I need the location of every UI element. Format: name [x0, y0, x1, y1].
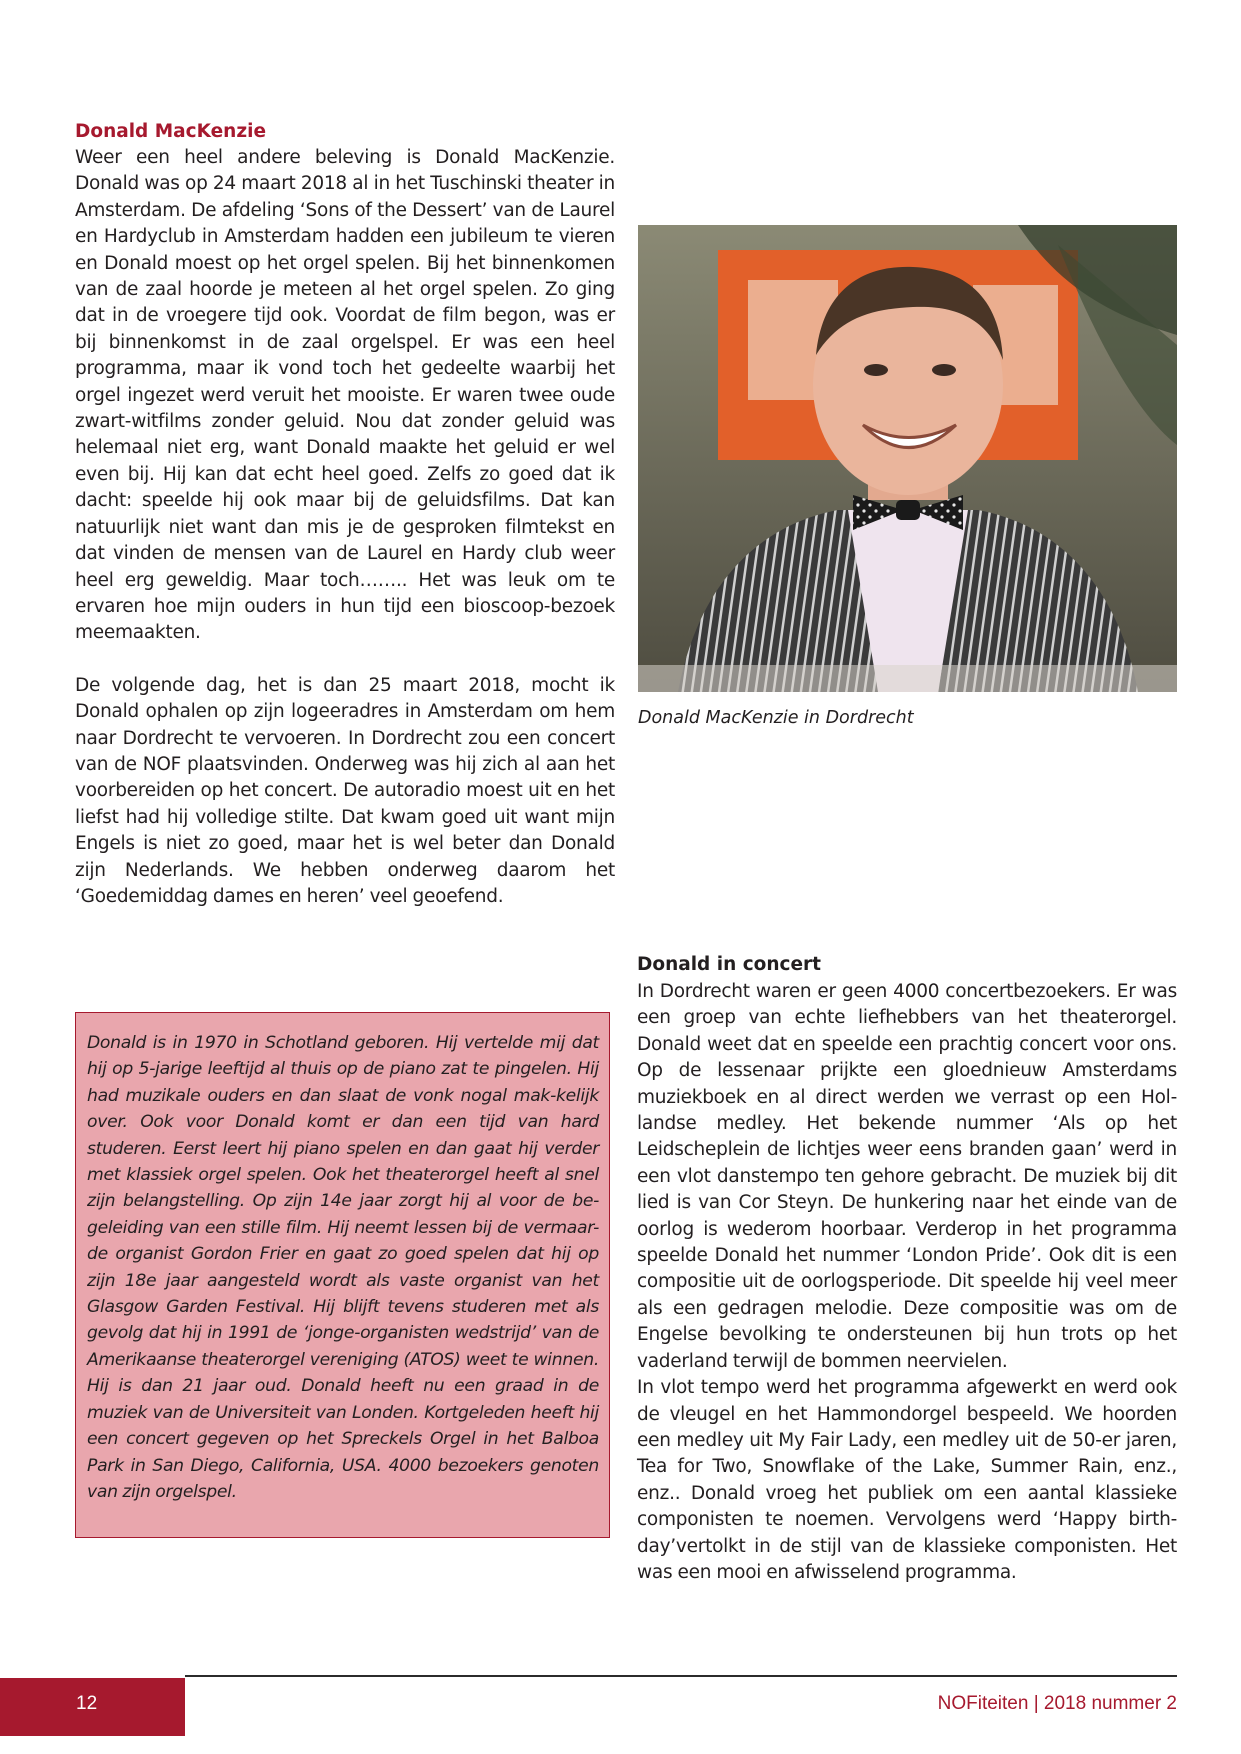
biography-text: Donald is in 1970 in Schotland geboren. Hij vertelde mij dat hij op 5-jarige leeftijd al thuis op de piano zat te pingelen. Hij had muzikale ouders en dan slaat de vonk nogal mak-kelijk over. Ook voor Donald komt er dan een tijd van hard studeren. Eerst leert hij piano spelen en dan gaat hij verder met klassiek orgel spelen. Ook het theaterorgel heeft al snel zijn belangstelling. Op zijn 14e jaar zorgt hij al voor de be-geleiding van een stille film. Hij neemt lessen bij de vermaar-de organist Gordon Frier en gaat zo goed spelen dat hij op zijn 18e jaar aangesteld wordt als vaste organist van het Glasgow Garden Festival. Hij blijft tevens studeren met als gevolg dat hij in 1991 de ‘jonge-organisten wedstrijd’ van de Amerikaanse theaterorgel vereniging (ATOS) weet te winnen. Hij is dan 21 jaar oud. Donald heeft nu een graad in de muziek van de Universiteit van Londen. Kortgeleden heeft hij een concert gegeven op het Spreckels Orgel in het Balboa Park in San Diego, California, USA. 4000 bezoekers genoten van zijn orgelspel.	[87, 1033, 599, 1502]
article-intro	[75, 118, 615, 910]
article-paragraph: Weer een heel andere beleving is Donald MacKenzie. Donald was op 24 maart 2018 al in het Tuschinski theater in Amsterdam. De afdeling ‘Sons of the Dessert’ van de Laurel en Hardyclub in Amsterdam hadden een jubileum te vieren en Donald moest op het orgel spelen. Bij het binnenkomen van de zaal hoorde je meteen al het orgel spelen. Zo ging dat in de vroegere tijd ook. Voordat de film begon, was er bij binnenkomst in de zaal orgelspel. Er was een heel programma, maar ik vond toch het gedeelte waarbij het orgel ingezet werd veruit het mooiste. Er waren twee oude zwart-witfilms zonder geluid. Nou dat zonder geluid was helemaal niet erg, want Donald maakte het geluid er wel even bij. Hij kan dat echt heel goed. Zelfs zo goed dat ik dacht: speelde hij ook maar bij de geluidsfilms. Dat kan natuurlijk niet want dan mis je de gesproken filmtekst en dat vinden de mensen van de Laurel en Hardy club weer heel erg geweldig. Maar toch…….. Het was leuk om te ervaren hoe mijn ouders in hun tijd een bioscoop-bezoek meemaakten.	[75, 147, 615, 644]
article-paragraph: De volgende dag, het is dan 25 maart 2018, mocht ik Donald ophalen op zijn logeeradres in Amsterdam om hem naar Dordrecht te vervoeren. In Dordrecht zou een concert van de NOF plaatsvinden. Onderweg was hij zich al aan het voorbereiden op het concert. De autoradio moest uit en het liefst had hij volledige stilte. Dat kwam goed uit want mijn Engels is niet zo goed, maar het is wel beter dan Donald zijn Nederlands. We hebben onderweg daarom het ‘Goedemiddag dames en heren’ veel geoefend.	[75, 674, 615, 907]
biography-box	[75, 1012, 610, 1538]
portrait-photo	[638, 225, 1177, 692]
publication-title: NOFiteiten | 2018 nummer 2	[937, 1693, 1177, 1714]
concert-article	[637, 979, 1177, 1586]
page-number: 12	[76, 1693, 98, 1714]
article-paragraph: In Dordrecht waren er geen 4000 concertbezoekers. Er was een groep van echte liefhebbers van het theaterorgel. Donald weet dat en speelde een prachtig concert voor ons. Op de lessenaar prijkte een gloednieuw Amsterdams muziekboek en al direct werden we verrast op een Hol-landse medley. Het bekende nummer ‘Als op het Leidscheplein de lichtjes weer eens branden gaan’ werd in een vlot danstempo ten gehore gebracht. De muziek bij dit lied is van Cor Steyn. De hunkering naar het einde van de oorlog is wederom hoorbaar. Verderop in het programma speelde Donald het nummer ‘London Pride’. Ook dit is een compositie uit de oorlogsperiode. Dit speelde hij veel meer als een gedragen melodie. Deze compositie was om de Engelse bevolking te ondersteunen bij hun trots op het vaderland terwijl de bommen neervielen.	[637, 981, 1177, 1372]
photo-caption: Donald MacKenzie in Dordrecht	[638, 708, 914, 728]
footer-divider	[185, 1675, 1177, 1677]
section-heading-concert: Donald in concert	[637, 954, 822, 975]
section-heading: Donald MacKenzie	[75, 121, 266, 142]
article-paragraph: In vlot tempo werd het programma afgewerkt en werd ook de vleugel en het Hammondorgel bespeeld. We hoorden een medley uit My Fair Lady, een medley uit de 50-er jaren, Tea for Two, Snowflake of the Lake, Summer Rain, enz., enz.. Donald vroeg het publiek om een aantal klassieke componisten te noemen. Vervolgens werd ‘Happy birth-day’vertolkt in de stijl van de klassieke componisten. Het was een mooi en afwisselend programma.	[637, 1377, 1177, 1583]
